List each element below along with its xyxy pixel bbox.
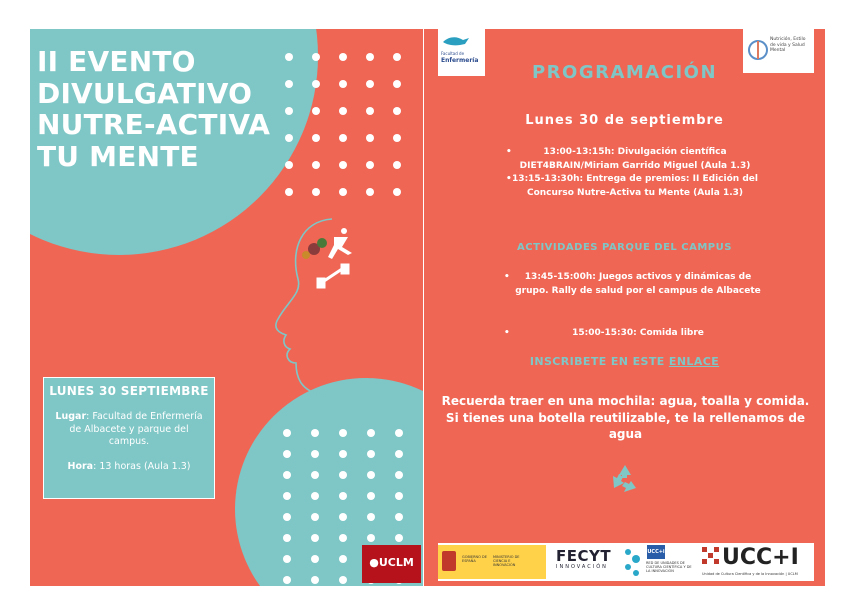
activity-item: • 13:45-15:00h: Juegos activos y dinámicas de grupo. Rally de salud por el campus de Albacete bbox=[508, 270, 768, 298]
event-title bbox=[37, 46, 270, 172]
time-text: : 13 horas (Aula 1.3) bbox=[93, 460, 191, 472]
fecyt-sub: INNOVACIÓN bbox=[556, 564, 608, 570]
time-label: Hora bbox=[67, 460, 94, 472]
ucci-big-text: UCC+I bbox=[722, 545, 799, 570]
program-item: • 13:15-13:30h: Entrega de premios: II Edición del Concurso Nutre-Activa tu Mente (Aula 1.3) bbox=[510, 172, 760, 200]
program-date: Lunes 30 de septiembre bbox=[525, 113, 724, 128]
inscribe-text: INSCRIBETE EN ESTE bbox=[529, 355, 669, 368]
dumbbell-icon bbox=[318, 265, 348, 287]
fecyt-molecule-icon bbox=[622, 547, 642, 577]
head-profile-illustration bbox=[262, 209, 377, 409]
ucci-network-logo bbox=[644, 545, 692, 579]
food-icon bbox=[302, 238, 327, 259]
title-line: DIVULGATIVO bbox=[37, 76, 253, 110]
dot-pattern-top bbox=[285, 53, 401, 196]
ucci-uclm-logo bbox=[700, 545, 814, 579]
title-line: NUTRE-ACTIVA bbox=[37, 108, 271, 141]
fecyt-logo bbox=[556, 547, 611, 570]
title-line: II EVENTO bbox=[37, 45, 196, 78]
lamp-icon bbox=[441, 32, 471, 50]
faculty-logo-line1: Facultad de bbox=[441, 51, 465, 56]
left-panel bbox=[30, 29, 423, 586]
time-line bbox=[44, 461, 214, 472]
faculty-logo-line2: Enfermería bbox=[441, 57, 479, 64]
activity-item: • 15:00-15:30: Comida libre bbox=[508, 326, 768, 340]
info-heading: LUNES 30 SEPTIEMBRE bbox=[49, 384, 209, 398]
programacion-heading: PROGRAMACIÓN bbox=[531, 62, 718, 83]
location-line bbox=[52, 411, 206, 449]
uclm-logo-text: ●UCLM bbox=[369, 556, 414, 569]
sponsor-logos bbox=[438, 543, 814, 581]
ministerio-text: MINISTERIO DE CIENCIA E INNOVACIÓN bbox=[493, 555, 520, 567]
ucci-network-text: RED DE UNIDADES DE CULTURA CIENTÍFICA Y DE LA INNOVACIÓN bbox=[646, 561, 692, 573]
gobierno-text: GOBIERNO DE ESPAÑA bbox=[462, 555, 487, 563]
program-item: • 13:00-13:15h: Divulgación científica DIET4BRAIN/Miriam Garrido Miguel (Aula 1.3) bbox=[510, 145, 760, 173]
ucci-grid-icon bbox=[702, 547, 720, 567]
ucci-big-sub: Unidad de Cultura Científica y de la Innovación | UCLM bbox=[702, 572, 798, 576]
research-group-text: Nutrición, Estilo de vida y Salud Mental bbox=[770, 37, 806, 53]
runner-icon bbox=[328, 228, 352, 259]
uclm-logo bbox=[362, 545, 421, 583]
registration-link[interactable]: ENLACE bbox=[668, 355, 720, 368]
activities-heading: ACTIVIDADES PARQUE DEL CAMPUS bbox=[517, 242, 732, 253]
recycle-icon bbox=[608, 462, 642, 496]
brain-icon bbox=[747, 39, 769, 61]
gobierno-logo bbox=[438, 545, 546, 579]
inscribe-line bbox=[424, 355, 825, 368]
coat-of-arms-icon bbox=[442, 551, 456, 571]
info-box bbox=[43, 377, 215, 499]
ucci-network-badge: UCC+i bbox=[647, 545, 665, 559]
reminder-text: Recuerda traer en una mochila: agua, toalla y comida. Si tienes una botella reutilizable, te la rellenamos de agua bbox=[441, 394, 810, 441]
title-line: TU MENTE bbox=[37, 139, 199, 173]
right-panel bbox=[424, 29, 825, 586]
fecyt-text: FECYT bbox=[556, 547, 612, 565]
location-text: : Facultad de Enfermería de Albacete y parque del campus. bbox=[69, 411, 203, 447]
location-label: Lugar bbox=[55, 411, 87, 422]
